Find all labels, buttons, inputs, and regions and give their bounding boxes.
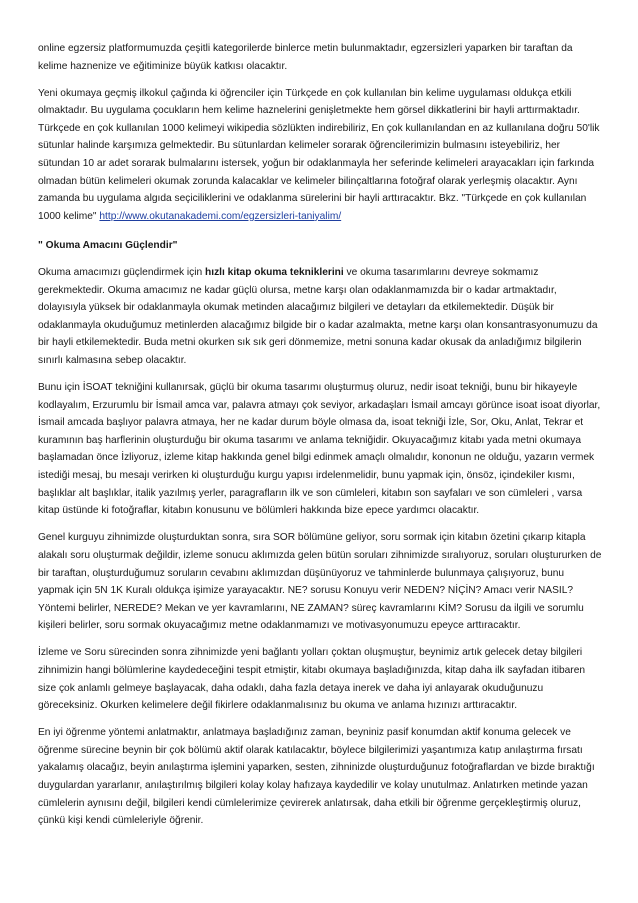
paragraph-reading-purpose	[38, 264, 602, 370]
paragraph-isoat: Bunu için İSOAT tekniğini kullanırsak, güçlü bir okuma tasarımı oluşturmuş oluruz, nedir isoat tekniği, bunu bir hikayeyle kodlayalım, Erzurumlu bir İsmail amca var, palavra atmayı çok seviyor, arkadaşları İsmail amcayı görünce isoat isoat diyorlar, İsmail amcada başlıyor palavra atmaya, her ne kadar durum böyle olmasa da, isoat tekniği İzle, Sor, Oku, Anlat, Tekrar et kuramının baş harflerinin oluşturduğu bir okuma tasarımı ve anlama tekniğidir. Okuyacağımız kitabı yada metni okumaya başlamadan önce İzliyoruz, izleme kitap hakkında genel bilgi edinmek amaçlı olmalıdır, kononun ne olduğu, yazarın vermek istediği mesaj, bu mesajı verirken ki oluşturduğu kurgu yapısı irdelenmelidir, bunu yapmak için, önsöz, içindekiler kısmı, başlıklar alt başlıklar, italik yazılmış yerler, paragrafların ilk ve son cümleleri, kitabın son sayfaları ve son cümleleri , varsa kitap üstünde ki fotoğraflar, kitabın konusunu ve bölümleri hakkında bize epece yardımcı olacaktır.	[38, 382, 601, 517]
paragraph-anlat: En iyi öğrenme yöntemi anlatmaktır, anlatmaya başladığınız zaman, beyniniz pasif konumdan aktif konuma gelecek ve öğrenme sürecine beynin bir çok bölümü aktif olarak katılacaktır, böylece bilgilerimizi yaşantımıza katıp anılaştırma fırsatı yakalamış olacağız, beyin anılaştırma işlemini yaparken, sesten, zihninizde oluşturduğunuz fotoğraflardan ve bizde bıraktığı duygulardan yararlanır, anılaştırılmış bilgileri kolay kolay hafızaya kaydedilir ve kolay unutulmaz. Anlatırken metinde yazan cümlelerin aynısını değil, bilgileri kendi cümlelerimize çevirerek anlatırsak, daha etkili bir öğrenme gerçekleştirmiş oluruz, çünkü kişi kendi cümleleriyle öğrenir.	[38, 727, 595, 827]
paragraph-sor: Genel kurguyu zihnimizde oluşturduktan sonra, sıra SOR bölümüne geliyor, soru sormak için kitabın özetini çıkarıp kitapla alakalı soru oluşturmak değildir, izleme sonucu aklımızda gelen bütün soruları zihnimizde sıralıyoruz, soruları oluştururken de bir taraftan, oluşturduğumuz soruların cevabını aklımızdan düşünüyoruz ve tahminlerde bulunmaya çalışıyoruz, bunu yapmak için 5N 1K Kuralı oldukça işimize yarayacaktır. NE? sorusu Konuyu verir NEDEN? NİÇİN? Amacı verir NASIL? Yöntemi belirler, NEREDE? Mekan ve yer kavramlarını, NE ZAMAN? süreç kavramlarını KİM? Sorusu da ilgili ve sorumlu kişileri belirler, soru sormak okuyacağımız metne odaklanmamızı ve motivasyonumuzu epeyce arttıracaktır.	[38, 532, 602, 632]
paragraph-reading-purpose-start: Okuma amacımızı güçlendirmek için	[38, 267, 206, 279]
okutan-akademi-link[interactable]: http://www.okutanakademi.com/egzersizleri-taniyalim/	[99, 210, 342, 222]
paragraph-word-app-text: Yeni okumaya geçmiş ilkokul çağında ki öğrenciler için Türkçede en çok kullanılan bin kelime uygulaması oldukça etkili olmaktadır. Bu uygulama çocukların hem kelime haznelerini genişletmekte hem görsel dikkatlerini bir hayli arttırmaktadır. Türkçede en çok kullanılan 1000 kelimeyi wikipedia sözlükten indirebiliriz, En çok kullanılandan en az kullanılana doğru 50'lik sütunlar halinde karşımıza gelmektedir. Bu sütunlardan kelimeler sorarak öğrencilerimizin bulmasını isteyebiliriz, her sütundan 10 ar adet sorarak bulmalarını istersek, yoğun bir odaklanmayla her seferinde kelimeleri arayacakları için farkında olmadan bütün kelimeleri okumak zorunda kalacaklar ve kelimeler bilinçaltlarına fotoğraf olarak yerleşmiş olacaktır. Aynı zamanda bu uygulama algıda seçiciliklerini ve odaklanma sürelerini bir hayli arttıracaktır. Bkz. "Türkçede en çok kullanılan 1000 kelime"	[38, 87, 600, 222]
paragraph-oku: İzleme ve Soru sürecinden sonra zihnimizde yeni bağlantı yolları çoktan oluşmuştur, beynimiz artık gelecek detay bilgileri zihnimizin hangi bölümlerine kaydedeceğini tespit etmiştir, kitabı okumaya başladığınızda, kitap daha ilk sayfadan itibaren size çok anlamlı gelmeye başlayacak, daha odaklı, daha fazla detaya inerek ve daha iyi anlayarak okuduğunuzu göreceksiniz. Okurken kelimelere değil fikirlere odaklanmalısınız bu okuma ve anlama hızınızı arttıracaktır.	[38, 647, 586, 712]
section-heading: " Okuma Amacını Güçlendir"	[38, 240, 178, 252]
paragraph-reading-purpose-rest: ve okuma tasarımlarını devreye sokmamız gerekmektedir. Okuma amacımız ne kadar güçlü olursa, metne karşı olan odaklanmamızda bir o kadar artmaktadır, dolayısıyla yüksek bir odaklanmayla okumak metinden alacağımız bilgileri ve detayları da etkilemektedir. Düşük bir odaklanmayla okuduğumuz metinlerden alacağımız bilgide bir o kadar azalmakta, metne karşı olan konsantrasyonumuzu da bir hayli etkilemektedir. Buda metni okurken sık sık geri dönmemize, metni sonuna kadar okusak da anladığımız bilgilerin sınırlı kalmasına sebep olacaktır.	[38, 267, 598, 366]
paragraph-word-app	[38, 85, 602, 226]
speed-reading-bold-phrase: hızlı kitap okuma tekniklerini	[205, 267, 344, 279]
paragraph-intro-end: online egzersiz platformumuzda çeşitli kategorilerde binlerce metin bulunmaktadır, egzersizleri yaparken bir taraftan da kelime haznenize ve eğitiminize büyük katkısı olacaktır.	[38, 43, 573, 72]
